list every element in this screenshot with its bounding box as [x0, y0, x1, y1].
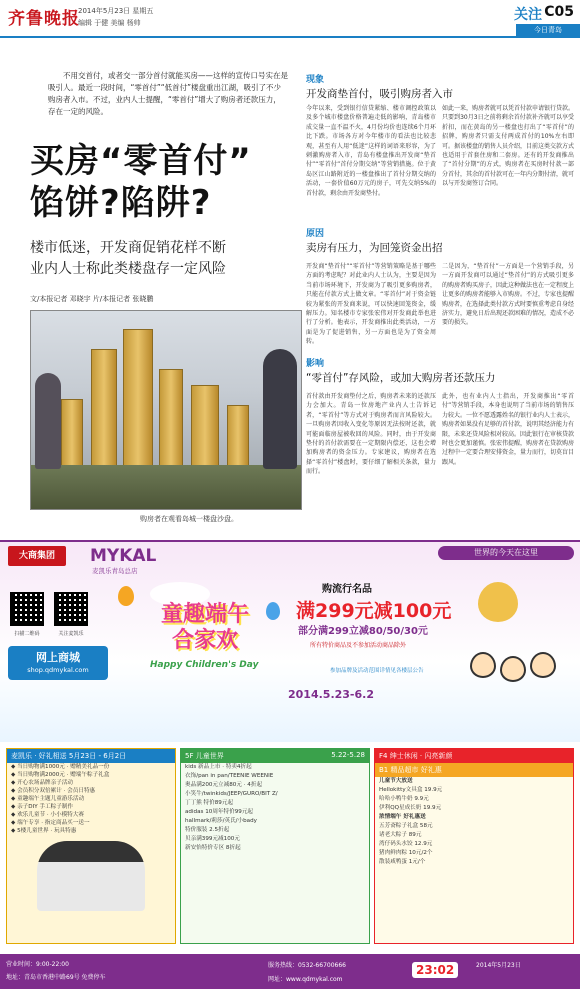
model-photo	[37, 841, 145, 911]
panel-line: ◆ 端午专享 · 指定商品买一送一	[11, 820, 90, 826]
advertisement	[0, 540, 580, 989]
model-building	[191, 385, 219, 469]
promo-title: 购流行名品	[322, 584, 372, 595]
promo-panel-kids-world	[180, 748, 370, 944]
online-shop-badge	[8, 646, 108, 680]
brand-slogan: 世界的今天在这里	[438, 546, 574, 560]
qr-label: 扫描二维码	[14, 631, 40, 637]
subsection-label: 今日青岛	[516, 24, 580, 36]
photo-caption: 购房者在观看岛城一楼盘沙盘。	[140, 515, 238, 523]
child-face-icon	[500, 656, 526, 682]
headline-line-1: 买房“零首付”	[30, 141, 252, 181]
section-title: 关注	[514, 7, 542, 23]
panel-line: 伊利QQ星成长奶 19.9元	[379, 805, 442, 811]
visitor-figure	[263, 349, 297, 469]
child-face-icon	[470, 652, 496, 678]
panel-subtitle: B1 精品超市 好礼惠	[375, 763, 573, 777]
section-body-col2: 如此一来，购房者就可以凭首付款申请银行贷款。只要到30月3日之前将剩余首付款补齐就可以享受折扣，而在黄岛的另一楼盘也打出了“零首付”的招牌，购房者只需支付两成首付的10%左右即可。据该楼盘的销售人员介绍，目前这类交款方式也适用于首套住房和二套房。还有的开发商推出了“首付分期”的方式，购房者在买房时付款一部分首付，其余的首付款可在一年内分期付清，就可以与开发商签订合同。	[442, 105, 574, 188]
panel-line: 特价服装 2.5折起	[185, 827, 230, 833]
promo-panel-supermarket	[374, 748, 574, 944]
promo-note: 所有特价商品及不参加活动商品除外	[310, 642, 407, 649]
section-heading: 开发商垫首付，吸引购房者入市	[306, 88, 453, 100]
section-heading: “零首付”存风险，或加大购房者还款压力	[306, 372, 496, 384]
subhead-line-1: 楼市低迷，开发商促销花样不断	[30, 240, 226, 256]
store-website: 网址：www.qdmykal.com	[268, 976, 343, 983]
panel-line: kids 新品上市 · 特卖4折起	[185, 764, 252, 770]
ad-promo-panels	[0, 742, 580, 948]
section-body-col1: 首付款由开发商垫付之后，购房者未来的还款压力会加大。青岛一位房地产业内人士告诉记者，“零首付”等方式对于购房者而言风险较大。一旦购房者因收入变化等原因无法按时还款，就可能面临房屋被收回的风险。同时，由于开发商垫付的首付款需要在一定期限内偿还，这也会增加购房者的资金压力。专家建议，购房者在选择“零首付”楼盘时，要仔细了解相关条款，量力而行。	[306, 393, 436, 476]
panel-line: 浓情端午 好礼惠送	[379, 814, 426, 820]
store-date: 2014年5月23日	[476, 962, 521, 969]
panel-line: 湾仔码头水饺 12.9元	[379, 841, 433, 847]
section-body-col2: 此外，也有业内人士指出，开发商推出“零首付”等营销手段，本身也说明了当前市场的销售压力较大。一位不愿透露姓名的银行业内人士表示，购房者如果没有足够的首付款，说明其经济能力有限，未来还贷风险相对较高。因此银行在审核贷款时也会更加谨慎。张宏伟提醒，购房者在贷款购房过程中一定要合理安排资金，量力而行，切莫盲目跟风。	[442, 393, 574, 466]
panel-line: ◆ 5楼儿童世界 · 玩具特惠	[11, 828, 77, 834]
promo-note: 参加品牌及活动范围详情见各楼层公告	[330, 668, 424, 674]
panel-line: 散装咸鸭蛋 1元/个	[379, 859, 426, 865]
model-building	[61, 399, 83, 469]
section-tag: 原因	[306, 229, 325, 239]
online-shop-title: 网上商城	[36, 651, 80, 664]
section-tag: 现象	[306, 75, 325, 85]
panel-line: 猪肉鲜肉粽 10元/2个	[379, 850, 433, 856]
section-heading: 卖房有压力，为回笼资金出招	[306, 242, 443, 254]
panel-line: ◆ 开心农场品牌亲子活动	[11, 780, 74, 786]
panel-line: ◆ 童趣端午主题儿童游乐活动	[11, 796, 85, 802]
newspaper-logo: 齐鲁晚报	[8, 9, 80, 29]
model-building	[123, 329, 153, 469]
issue-date: 2014年5月23日 星期五	[78, 7, 154, 15]
model-building	[159, 369, 183, 469]
section-body-col1: 开发商“垫首付”“零首付”等营销策略是基于哪些方面的考虑呢？对此业内人士认为，主要是因为当前市场环境下，开发商为了吸引更多购房者，只能在付款方式上做文章。“零首付”对于资金链较为紧张的开发商来说，可以快速回笼资金，缓解压力。知名楼市专家张宏伟对开发商此举也进行了分析。他表示，开发商推出此类活动，一方面是为了促进销售，另一方面也是为了资金周转。	[306, 263, 436, 346]
panel-line: 新安怡特价专区 8折起	[185, 845, 241, 851]
panel-line: 衣饰/pan in pan/TEENIE WEENIE	[185, 773, 274, 779]
panel-line: ◆ 会员积分双倍累计 · 会员日特惠	[11, 788, 96, 794]
panel-line: 儿童节大放送	[379, 778, 413, 784]
article-headline	[30, 140, 310, 224]
ad-top-banner	[0, 542, 580, 742]
article-lead: 不用交首付，或者交一部分首付就能买房——这样的宣传口号实在是吸引人。最近一段时间，“零首付”“低首付”楼盘重出江湖，吸引了不少购房者入市。不过，业内人士提醒，“零首付”增大了购房者还款压力，存在一定的风险。	[48, 71, 288, 116]
editors-line: 编辑 于健 美编 杨帅	[78, 19, 141, 27]
panel-line: ◆ 当日购物满2000元 · 赠端午粽子礼盒	[11, 772, 110, 778]
panel-title-text: 5F 儿童世界	[185, 752, 224, 760]
section-body-col1: 今年以来，受到银行信贷紧缩、楼市调控政策以及多个城市楼盘价格普遍走低的影响，青岛楼市成交量一直不温不火，4月份均价也连续6个月环比下跌。市场各方对今年楼市的看法也比较悲观，甚至有人用“低迷”这样的词语来形容，为了刺激购房者入市，青岛有楼盘推出开发商“垫首付”“零首付”首付分期交纳”等营销措施。位于黄岛区江山路附近的一楼盘推出了首付分期交纳的活动，一套价值60万元的房子，可先交纳5%的首付款，剩余由开发商垫付。	[306, 105, 436, 197]
article-photo	[30, 310, 302, 510]
panel-line: 哈哈小鸭牛奶 9.9元	[379, 796, 429, 802]
model-base	[31, 465, 301, 509]
panel-title: F4 绅士休闲 · 闪亮新颜	[375, 749, 573, 763]
brand-logo-mykal: MYKAL	[90, 546, 157, 566]
qr-code-icon	[10, 592, 44, 626]
article-byline: 文/本报记者 邓晓宇 片/本报记者 张晓鹏	[30, 295, 154, 303]
visitor-figure	[35, 373, 61, 469]
panel-line: 丁丁熊 特价89元起	[185, 800, 234, 806]
panel-line: Hellokitty文具盒 19.9元	[379, 787, 443, 793]
ad-footer	[0, 954, 580, 989]
brand-logo-dashang: 大商集团	[8, 546, 66, 566]
section-body-col2: 二是因为，“垫首付”一方面是一个营销手段，另一方面开发商可以通过“垫首付”的方式吸引更多的购房者购买房子，因此这种做法也在一定程度上让更多的购房者能够入市购房。不过，专家也提醒购房者，在选择此类付款方式时要慎重考虑自身经济实力，避免日后出现还款困难的情况，造成不必要的损失。	[442, 263, 574, 327]
child-face-icon	[530, 652, 556, 678]
store-hotline: 服务热线：0532-66700666	[268, 962, 346, 969]
page-number: C05	[544, 4, 574, 20]
panel-line: 贝亲满399元减100元	[185, 836, 240, 842]
promo-dates: 2014.5.23-6.2	[288, 688, 374, 701]
sun-icon	[478, 582, 518, 622]
kids-festival-title	[130, 602, 280, 654]
panel-title	[181, 749, 369, 763]
kids-title-line-2: 合家欢	[171, 628, 238, 653]
promo-main-offer: 满299元减100元	[296, 600, 452, 622]
panel-title: 麦凯乐 · 好礼相送 5月23日 - 6月2日	[7, 749, 175, 763]
store-clock: 23:02	[412, 962, 458, 978]
promo-panel-gifts	[6, 748, 176, 944]
panel-line: adidas 10周年特价99元起	[185, 809, 254, 815]
panel-line: 奥品满200元立减80元 · 4折起	[185, 782, 263, 788]
model-building	[227, 405, 249, 469]
section-tag: 影响	[306, 359, 325, 369]
kids-festival-english: Happy Children's Day	[150, 660, 259, 670]
online-shop-url: shop.qdmykal.com	[27, 666, 89, 674]
brand-subtitle: 麦凯乐青岛总店	[92, 567, 138, 575]
panel-dates: 5.22-5.28	[331, 751, 365, 759]
store-address: 地址：青岛市香港中路69号 免费停车	[6, 974, 106, 981]
store-hours: 营业时间：9:00-22:00	[6, 961, 69, 968]
qr-code-icon	[54, 592, 88, 626]
panel-line: 小笑牛/twinkids/JEEP/GURO/BIT Z/	[185, 791, 278, 797]
qr-label: 关注麦凯乐	[58, 631, 84, 637]
panel-line: ◆ 当日购物满1000元 · 赠精美礼品一份	[11, 764, 110, 770]
panel-line: ◆ 欢乐儿童节 · 小小模特大赛	[11, 812, 84, 818]
headline-line-2: 馅饼?陷阱?	[30, 183, 212, 223]
panel-line: 诸老大粽子 89元	[379, 832, 422, 838]
page-header	[0, 0, 580, 38]
article-subhead	[30, 238, 310, 280]
model-building	[91, 349, 117, 469]
kids-title-line-1: 童趣端午	[160, 602, 249, 627]
panel-line: hallmark/莉莎/英氏/小bady	[185, 818, 257, 824]
subhead-line-2: 业内人士称此类楼盘存一定风险	[30, 261, 226, 277]
promo-sub-offer: 部分满299立减80/50/30元	[298, 626, 428, 637]
panel-line: ◆ 亲子DIY 手工粽子制作	[11, 804, 73, 810]
panel-line: 五芳斋粽子礼盒 58元	[379, 823, 433, 829]
